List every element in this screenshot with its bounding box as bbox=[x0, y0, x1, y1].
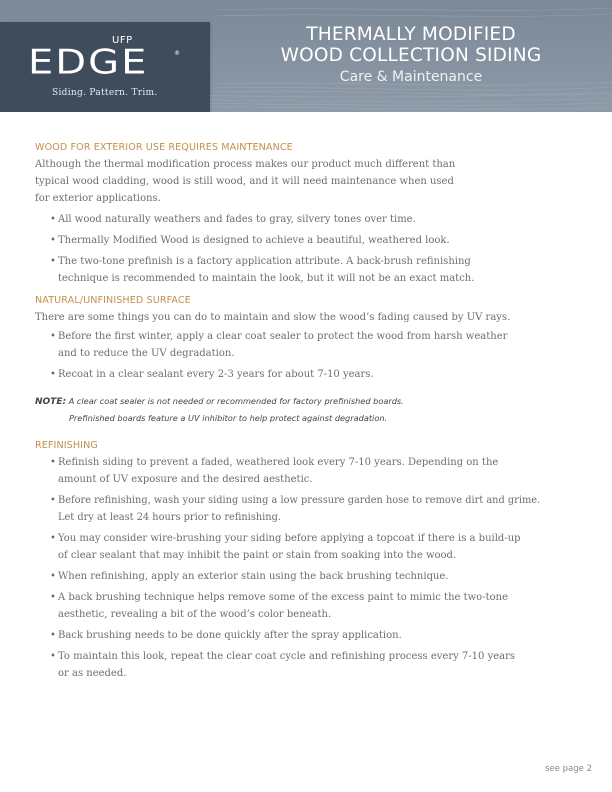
bullet-text: A back brushing technique helps remove some of the excess paint to mimic the two-tone bbox=[58, 592, 508, 603]
bullet-item bbox=[35, 232, 580, 249]
bullet-text: Before the first winter, apply a clear coat sealer to protect the wood from harsh weather bbox=[58, 331, 508, 342]
page-reference: see page 2 bbox=[545, 764, 592, 774]
bullet-text: Back brushing needs to be done quickly after the spray application. bbox=[58, 630, 402, 641]
section-intro bbox=[35, 309, 580, 326]
intro-line: There are some things you can do to maintain and slow the wood’s fading caused by UV rays. bbox=[35, 312, 511, 323]
bullet-item bbox=[35, 492, 580, 526]
bullet-text: Let dry at least 24 hours prior to refinishing. bbox=[58, 512, 281, 523]
bullet-text: When refinishing, apply an exterior stain using the back brushing technique. bbox=[58, 571, 449, 582]
bullet-text: and to reduce the UV degradation. bbox=[58, 348, 235, 359]
bullet-dot-icon: • bbox=[50, 592, 56, 603]
section-heading: WOOD FOR EXTERIOR USE REQUIRES MAINTENANCE bbox=[35, 142, 293, 153]
page-title-line2: WOOD COLLECTION SIDING bbox=[280, 45, 542, 66]
bullet-text: To maintain this look, repeat the clear coat cycle and refinishing process every 7-10 years bbox=[58, 651, 516, 662]
note-text: A clear coat sealer is not needed or recommended for factory prefinished boards. bbox=[68, 396, 404, 406]
bullet-text: Refinish siding to prevent a faded, weathered look every 7-10 years. Depending on the bbox=[58, 457, 499, 468]
bullet-text: amount of UV exposure and the desired aesthetic. bbox=[58, 474, 313, 485]
bullet-item bbox=[35, 648, 580, 682]
section-intro bbox=[35, 156, 580, 207]
intro-line: Although the thermal modification process makes our product much different than bbox=[35, 159, 456, 170]
bullet-text: All wood naturally weathers and fades to gray, silvery tones over time. bbox=[58, 214, 416, 225]
document-body bbox=[35, 142, 580, 686]
bullet-item bbox=[35, 627, 580, 644]
bullet-dot-icon: • bbox=[50, 533, 56, 544]
logo-ufp-text: UFP bbox=[112, 35, 133, 46]
page-subtitle: Care & Maintenance bbox=[339, 69, 483, 85]
section-natural-surface bbox=[35, 295, 580, 383]
note-label: NOTE: bbox=[35, 397, 67, 407]
bullet-text: or as needed. bbox=[58, 668, 127, 679]
logo-tagline: Siding. Pattern. Trim. bbox=[52, 88, 158, 98]
bullet-item bbox=[35, 454, 580, 488]
bullet-list bbox=[35, 454, 580, 682]
page-title-line1: THERMALLY MODIFIED bbox=[306, 24, 516, 45]
bullet-text: aesthetic, revealing a bit of the wood’s color beneath. bbox=[58, 609, 332, 620]
note-line bbox=[35, 393, 580, 410]
bullet-dot-icon: • bbox=[50, 495, 56, 506]
logo-edge-wordmark: EDGE bbox=[28, 42, 149, 82]
bullet-item bbox=[35, 366, 580, 383]
bullet-text: The two-tone prefinish is a factory application attribute. A back-brush refinishing bbox=[58, 256, 471, 267]
bullet-item bbox=[35, 328, 580, 362]
bullet-dot-icon: • bbox=[50, 331, 56, 342]
bullet-dot-icon: • bbox=[50, 571, 56, 582]
registered-mark: ® bbox=[174, 50, 180, 57]
bullet-item bbox=[35, 568, 580, 585]
note-text: Prefinished boards feature a UV inhibitor to help protect against degradation. bbox=[69, 413, 388, 423]
bullet-dot-icon: • bbox=[50, 651, 56, 662]
bullet-item bbox=[35, 589, 580, 623]
bullet-text: Before refinishing, wash your siding using a low pressure garden hose to remove dirt and grime. bbox=[58, 495, 541, 506]
bullet-dot-icon: • bbox=[50, 630, 56, 641]
bullet-dot-icon: • bbox=[50, 256, 56, 267]
edge-logo bbox=[0, 22, 210, 112]
section-heading: NATURAL/UNFINISHED SURFACE bbox=[35, 295, 191, 306]
bullet-text: Recoat in a clear sealant every 2-3 years for about 7-10 years. bbox=[58, 369, 374, 380]
bullet-text: technique is recommended to maintain the look, but it will not be an exact match. bbox=[58, 273, 475, 284]
section-heading: REFINISHING bbox=[35, 440, 98, 451]
page-header bbox=[0, 0, 612, 112]
bullet-text: You may consider wire-brushing your siding before applying a topcoat if there is a build-up bbox=[58, 533, 521, 544]
bullet-item bbox=[35, 253, 580, 287]
bullet-list bbox=[35, 328, 580, 383]
bullet-text: Thermally Modified Wood is designed to achieve a beautiful, weathered look. bbox=[58, 235, 450, 246]
intro-line: for exterior applications. bbox=[35, 193, 161, 204]
bullet-text: of clear sealant that may inhibit the paint or stain from soaking into the wood. bbox=[58, 550, 457, 561]
bullet-dot-icon: • bbox=[50, 235, 56, 246]
bullet-item bbox=[35, 211, 580, 228]
section-wood-maintenance bbox=[35, 142, 580, 287]
bullet-dot-icon: • bbox=[50, 369, 56, 380]
bullet-dot-icon: • bbox=[50, 457, 56, 468]
bullet-item bbox=[35, 530, 580, 564]
section-refinishing bbox=[35, 440, 580, 682]
bullet-dot-icon: • bbox=[50, 214, 56, 225]
note-block bbox=[35, 393, 580, 426]
bullet-list bbox=[35, 211, 580, 287]
intro-line: typical wood cladding, wood is still wood, and it will need maintenance when used bbox=[35, 176, 454, 187]
note-line bbox=[35, 410, 580, 426]
